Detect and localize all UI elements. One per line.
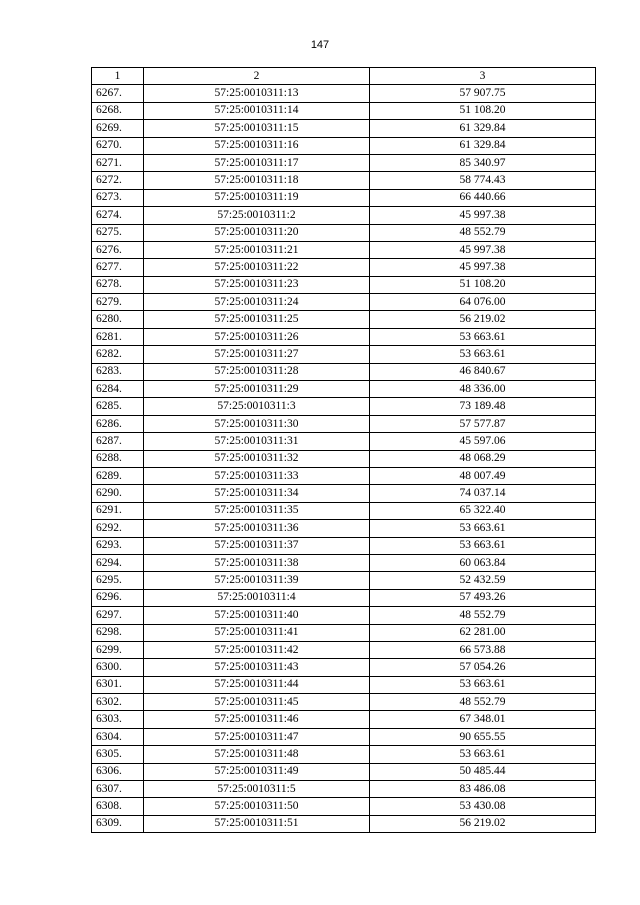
row-number: 6283. <box>92 363 144 380</box>
cadastral-value: 48 552.79 <box>370 607 596 624</box>
table-row <box>92 120 596 137</box>
cadastral-value: 56 219.02 <box>370 311 596 328</box>
cadastral-number: 57:25:0010311:26 <box>144 328 370 345</box>
row-number: 6291. <box>92 502 144 519</box>
cadastral-value: 53 663.61 <box>370 676 596 693</box>
row-number: 6270. <box>92 137 144 154</box>
table-row <box>92 276 596 293</box>
header-col-1: 1 <box>92 68 144 85</box>
cadastral-value: 48 007.49 <box>370 467 596 484</box>
cadastral-number: 57:25:0010311:16 <box>144 137 370 154</box>
cadastral-number: 57:25:0010311:30 <box>144 415 370 432</box>
table-row <box>92 502 596 519</box>
row-number: 6290. <box>92 485 144 502</box>
cadastral-value: 58 774.43 <box>370 172 596 189</box>
row-number: 6301. <box>92 676 144 693</box>
table-row <box>92 259 596 276</box>
header-col-3: 3 <box>370 68 596 85</box>
cadastral-value: 74 037.14 <box>370 485 596 502</box>
cadastral-number: 57:25:0010311:5 <box>144 781 370 798</box>
cadastral-number: 57:25:0010311:29 <box>144 381 370 398</box>
row-number: 6286. <box>92 415 144 432</box>
cadastral-number: 57:25:0010311:28 <box>144 363 370 380</box>
row-number: 6309. <box>92 815 144 832</box>
cadastral-number: 57:25:0010311:17 <box>144 154 370 171</box>
row-number: 6305. <box>92 746 144 763</box>
table-row <box>92 711 596 728</box>
row-number: 6296. <box>92 589 144 606</box>
cadastral-value: 57 907.75 <box>370 85 596 102</box>
cadastral-number: 57:25:0010311:47 <box>144 728 370 745</box>
cadastral-value: 57 577.87 <box>370 415 596 432</box>
table-row <box>92 381 596 398</box>
table-row <box>92 154 596 171</box>
cadastral-value: 66 573.88 <box>370 641 596 658</box>
cadastral-number: 57:25:0010311:37 <box>144 537 370 554</box>
row-number: 6279. <box>92 294 144 311</box>
table-row <box>92 607 596 624</box>
cadastral-number: 57:25:0010311:22 <box>144 259 370 276</box>
row-number: 6269. <box>92 120 144 137</box>
table-row <box>92 207 596 224</box>
cadastral-value: 57 054.26 <box>370 659 596 676</box>
page-number: 147 <box>310 39 330 51</box>
cadastral-value: 50 485.44 <box>370 763 596 780</box>
cadastral-value: 53 663.61 <box>370 328 596 345</box>
cadastral-number: 57:25:0010311:33 <box>144 467 370 484</box>
cadastral-value: 45 997.38 <box>370 207 596 224</box>
row-number: 6282. <box>92 346 144 363</box>
cadastral-number: 57:25:0010311:13 <box>144 85 370 102</box>
table-row <box>92 467 596 484</box>
cadastral-value: 83 486.08 <box>370 781 596 798</box>
cadastral-value: 53 663.61 <box>370 346 596 363</box>
table-body <box>92 85 596 833</box>
table-row <box>92 450 596 467</box>
cadastral-value: 67 348.01 <box>370 711 596 728</box>
cadastral-value: 57 493.26 <box>370 589 596 606</box>
table-row <box>92 554 596 571</box>
table-row <box>92 763 596 780</box>
row-number: 6306. <box>92 763 144 780</box>
table-row <box>92 815 596 832</box>
cadastral-number: 57:25:0010311:24 <box>144 294 370 311</box>
table-row <box>92 728 596 745</box>
cadastral-value: 66 440.66 <box>370 189 596 206</box>
table-row <box>92 415 596 432</box>
cadastral-number: 57:25:0010311:42 <box>144 641 370 658</box>
row-number: 6300. <box>92 659 144 676</box>
cadastral-number: 57:25:0010311:51 <box>144 815 370 832</box>
table-row <box>92 433 596 450</box>
row-number: 6295. <box>92 572 144 589</box>
cadastral-value: 65 322.40 <box>370 502 596 519</box>
row-number: 6297. <box>92 607 144 624</box>
table-row <box>92 641 596 658</box>
table-row <box>92 624 596 641</box>
cadastral-value: 45 997.38 <box>370 259 596 276</box>
table-row <box>92 85 596 102</box>
row-number: 6280. <box>92 311 144 328</box>
cadastral-value: 48 552.79 <box>370 694 596 711</box>
row-number: 6299. <box>92 641 144 658</box>
cadastral-number: 57:25:0010311:21 <box>144 241 370 258</box>
cadastral-number: 57:25:0010311:49 <box>144 763 370 780</box>
row-number: 6278. <box>92 276 144 293</box>
cadastral-value: 53 663.61 <box>370 746 596 763</box>
cadastral-number: 57:25:0010311:43 <box>144 659 370 676</box>
cadastral-value: 56 219.02 <box>370 815 596 832</box>
cadastral-number: 57:25:0010311:25 <box>144 311 370 328</box>
cadastral-number: 57:25:0010311:44 <box>144 676 370 693</box>
row-number: 6275. <box>92 224 144 241</box>
cadastral-value: 53 430.08 <box>370 798 596 815</box>
cadastral-number: 57:25:0010311:31 <box>144 433 370 450</box>
table-row <box>92 137 596 154</box>
table-row <box>92 781 596 798</box>
table-row <box>92 537 596 554</box>
table-row <box>92 311 596 328</box>
cadastral-value: 51 108.20 <box>370 102 596 119</box>
table-row <box>92 294 596 311</box>
table-row <box>92 346 596 363</box>
row-number: 6307. <box>92 781 144 798</box>
cadastral-number: 57:25:0010311:23 <box>144 276 370 293</box>
cadastral-value: 52 432.59 <box>370 572 596 589</box>
header-row <box>92 68 596 85</box>
cadastral-value: 51 108.20 <box>370 276 596 293</box>
table-row <box>92 746 596 763</box>
cadastral-number: 57:25:0010311:19 <box>144 189 370 206</box>
table-row <box>92 102 596 119</box>
table-row <box>92 328 596 345</box>
cadastral-number: 57:25:0010311:36 <box>144 520 370 537</box>
table-row <box>92 398 596 415</box>
cadastral-value: 48 552.79 <box>370 224 596 241</box>
cadastral-number: 57:25:0010311:39 <box>144 572 370 589</box>
table-row <box>92 224 596 241</box>
row-number: 6292. <box>92 520 144 537</box>
row-number: 6281. <box>92 328 144 345</box>
cadastral-value: 48 068.29 <box>370 450 596 467</box>
table-row <box>92 694 596 711</box>
table-row <box>92 572 596 589</box>
cadastral-number: 57:25:0010311:41 <box>144 624 370 641</box>
cadastral-value: 62 281.00 <box>370 624 596 641</box>
data-table <box>91 67 596 833</box>
cadastral-value: 45 597.06 <box>370 433 596 450</box>
row-number: 6274. <box>92 207 144 224</box>
row-number: 6284. <box>92 381 144 398</box>
cadastral-value: 64 076.00 <box>370 294 596 311</box>
cadastral-value: 45 997.38 <box>370 241 596 258</box>
table-row <box>92 189 596 206</box>
row-number: 6276. <box>92 241 144 258</box>
cadastral-number: 57:25:0010311:45 <box>144 694 370 711</box>
cadastral-value: 73 189.48 <box>370 398 596 415</box>
table-row <box>92 241 596 258</box>
cadastral-number: 57:25:0010311:14 <box>144 102 370 119</box>
row-number: 6302. <box>92 694 144 711</box>
cadastral-number: 57:25:0010311:40 <box>144 607 370 624</box>
cadastral-number: 57:25:0010311:32 <box>144 450 370 467</box>
table-row <box>92 520 596 537</box>
cadastral-value: 85 340.97 <box>370 154 596 171</box>
table-row <box>92 659 596 676</box>
cadastral-value: 48 336.00 <box>370 381 596 398</box>
cadastral-value: 46 840.67 <box>370 363 596 380</box>
row-number: 6267. <box>92 85 144 102</box>
row-number: 6268. <box>92 102 144 119</box>
row-number: 6285. <box>92 398 144 415</box>
cadastral-number: 57:25:0010311:35 <box>144 502 370 519</box>
cadastral-value: 61 329.84 <box>370 137 596 154</box>
cadastral-number: 57:25:0010311:2 <box>144 207 370 224</box>
row-number: 6273. <box>92 189 144 206</box>
row-number: 6271. <box>92 154 144 171</box>
row-number: 6304. <box>92 728 144 745</box>
cadastral-number: 57:25:0010311:15 <box>144 120 370 137</box>
cadastral-number: 57:25:0010311:34 <box>144 485 370 502</box>
cadastral-number: 57:25:0010311:50 <box>144 798 370 815</box>
table-row <box>92 172 596 189</box>
row-number: 6288. <box>92 450 144 467</box>
cadastral-number: 57:25:0010311:4 <box>144 589 370 606</box>
table-row <box>92 798 596 815</box>
cadastral-value: 53 663.61 <box>370 537 596 554</box>
cadastral-number: 57:25:0010311:20 <box>144 224 370 241</box>
row-number: 6293. <box>92 537 144 554</box>
row-number: 6298. <box>92 624 144 641</box>
table-row <box>92 589 596 606</box>
cadastral-number: 57:25:0010311:3 <box>144 398 370 415</box>
cadastral-number: 57:25:0010311:27 <box>144 346 370 363</box>
row-number: 6272. <box>92 172 144 189</box>
row-number: 6303. <box>92 711 144 728</box>
cadastral-number: 57:25:0010311:38 <box>144 554 370 571</box>
cadastral-value: 60 063.84 <box>370 554 596 571</box>
header-col-2: 2 <box>144 68 370 85</box>
cadastral-number: 57:25:0010311:18 <box>144 172 370 189</box>
cadastral-value: 61 329.84 <box>370 120 596 137</box>
table-row <box>92 676 596 693</box>
table-row <box>92 485 596 502</box>
row-number: 6277. <box>92 259 144 276</box>
table-row <box>92 363 596 380</box>
table-header <box>92 68 596 85</box>
cadastral-number: 57:25:0010311:48 <box>144 746 370 763</box>
cadastral-number: 57:25:0010311:46 <box>144 711 370 728</box>
row-number: 6287. <box>92 433 144 450</box>
cadastral-value: 90 655.55 <box>370 728 596 745</box>
row-number: 6308. <box>92 798 144 815</box>
row-number: 6294. <box>92 554 144 571</box>
row-number: 6289. <box>92 467 144 484</box>
cadastral-value: 53 663.61 <box>370 520 596 537</box>
